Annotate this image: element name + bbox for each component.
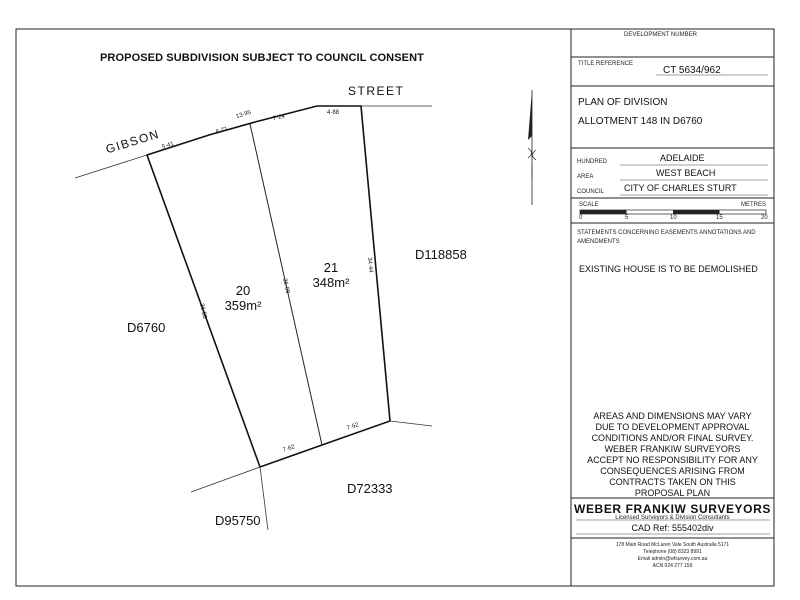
dim-rear-left: 7·62 [282,444,296,454]
plan-of-division: PLAN OF DIVISION [578,97,668,108]
allotment-description: ALLOTMENT 148 IN D6760 [578,116,703,127]
council-label: COUNCIL [577,189,605,195]
scale-tick-0: 0 [579,215,583,221]
adjoining-d118858: D118858 [415,247,467,262]
lot-20 [218,283,268,313]
scale-tick-15: 15 [716,215,723,221]
dim-front-3: 7·24 [272,113,286,123]
scale-tick-5: 5 [625,215,629,221]
lot-area: 348m² [312,275,350,290]
adjoining-d6760: D6760 [127,320,166,335]
adjoining-d72333: D72333 [347,481,393,496]
street-label: STREET [348,84,405,98]
development-number-label: DEVELOPMENT NUMBER [624,32,697,38]
lot-number: 20 [235,283,251,298]
dim-front-2: 6·71 [215,126,229,136]
area-label: AREA [577,174,594,180]
title-reference: CT 5634/962 [663,65,721,76]
hundred-value: ADELAIDE [660,153,705,163]
title-reference-label: TITLE REFERENCE [578,61,634,67]
adjoining-d95750: D95750 [215,513,261,528]
lot-number: 21 [323,260,339,275]
council-value: CITY OF CHARLES STURT [624,183,737,193]
gibson-label: GIBSON [104,126,162,157]
firm-email: Email admin@wfsurvey.com.au [637,556,708,562]
dim-rear-right: 7·62 [346,422,360,432]
dim-side-middle: 36·09 [281,277,291,295]
cad-ref: CAD Ref: 555402div [631,523,714,533]
firm-address: 178 Main Road McLaren Vale South Australia 5171 [615,542,730,548]
firm-acn: ACN 024 277 159 [652,563,693,569]
dim-front-4: 4·88 [327,110,340,116]
scale-tick-10: 10 [670,215,677,221]
lot-21 [306,260,356,290]
dim-side-right: 34·44 [365,257,374,273]
dim-side-left: 36·58 [198,302,208,320]
statement-text: EXISTING HOUSE IS TO BE DEMOLISHED [579,264,758,274]
area-value: WEST BEACH [656,168,716,178]
scale-tick-20: 20 [761,215,768,221]
north-arrow-icon [528,90,532,140]
dim-front-total: 13·95 [235,109,252,121]
lot-area: 359m² [224,298,262,313]
disclaimer: AREAS AND DIMENSIONS MAY VARY DUE TO DEVELOPMENT APPROVAL CONDITIONS AND/OR FINAL SURVEY. WEBER FRANKIW SURVEYORS ACCEPT NO RESPONSIBILITY FOR ANY CONSEQUENCES ARISING FROM CONTRACTS TAKEN ON THIS PROPOSAL PLAN [587,411,758,498]
page-title: PROPOSED SUBDIVISION SUBJECT TO COUNCIL CONSENT [100,52,424,64]
statements-label: STATEMENTS CONCERNING EASEMENTS ANNOTATIONS AND AMENDMENTS [577,230,756,245]
scale-label: SCALE [579,202,599,208]
firm-telephone: Telephone (08) 8323 8991 [643,549,702,555]
metres-label: METRES [741,202,767,208]
hundred-label: HUNDRED [577,159,607,165]
firm-name: WEBER FRANKIW SURVEYORS [574,502,771,516]
firm-subtitle: Licensed Surveyors & Division Consultants [615,515,730,521]
dim-front-1: 5·41 [161,141,175,151]
